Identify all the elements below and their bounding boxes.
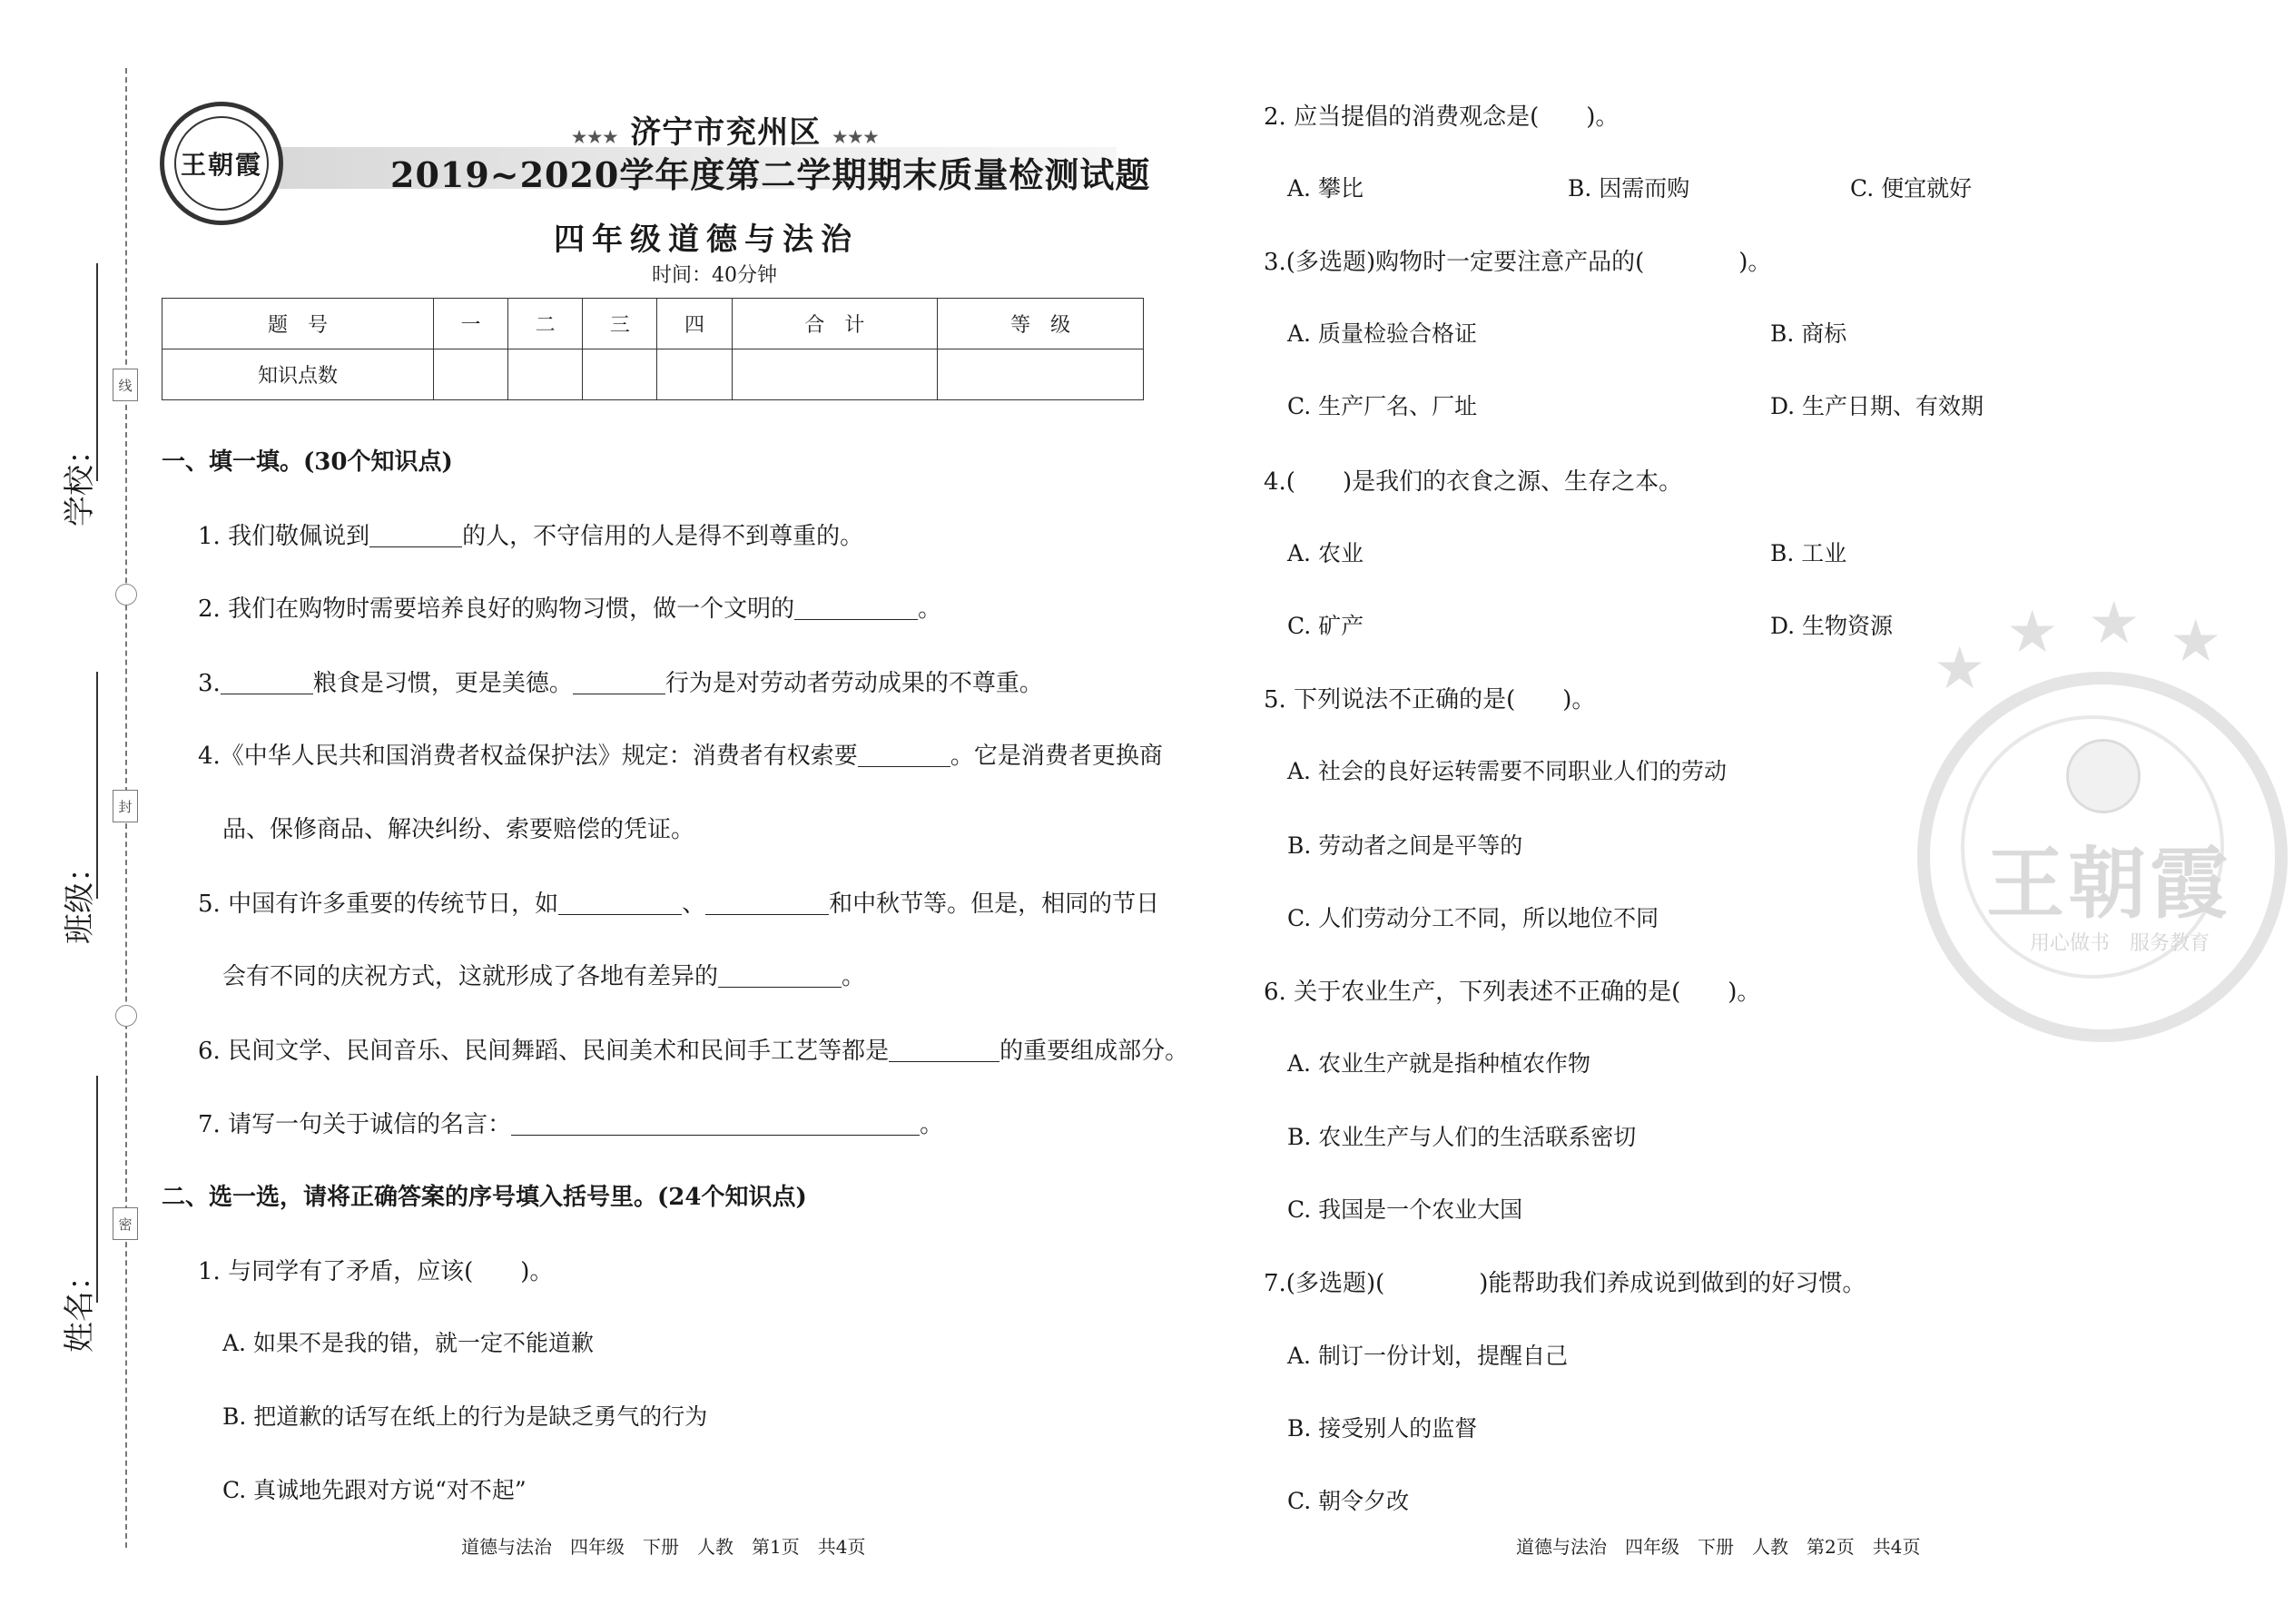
portrait-icon: [2066, 739, 2141, 813]
exam-title: 2019~2020学年度第二学期期末质量检测试题: [390, 154, 1151, 195]
question-2-6: 6. 关于农业生产，下列表述不正确的是( )。: [1264, 979, 1761, 1006]
question-1-4: 4.《中华人民共和国消费者权益保护法》规定：消费者有权索要 。它是消费者更换商: [198, 743, 1163, 770]
option[interactable]: A. 农业生产就是指种植农作物: [1287, 1050, 1590, 1077]
logo-text: 王朝霞: [180, 150, 262, 180]
answer-blank[interactable]: [889, 1038, 999, 1062]
answer-blank[interactable]: [705, 891, 829, 915]
score-cell[interactable]: [732, 349, 938, 400]
binding-mark-seal: 封: [113, 790, 138, 822]
binding-mark-secret: 密: [113, 1207, 138, 1240]
brand-logo: [160, 102, 283, 225]
brand-watermark: [1917, 672, 2288, 1042]
question-2-3: 3.(多选题)购物时一定要注意产品的( )。: [1264, 249, 1772, 276]
question-1-4-cont: 品、保修商品、解决纠纷、索要赔偿的凭证。: [222, 816, 695, 843]
question-1-1: 1. 我们敬佩说到 的人，不守信用的人是得不到尊重的。: [198, 523, 864, 550]
option[interactable]: C. 生产厂名、厂址: [1287, 393, 1478, 419]
table-header: 题 号: [162, 299, 434, 349]
question-2-1: 1. 与同学有了矛盾，应该( )。: [198, 1258, 554, 1285]
star-icon: ★★★: [832, 128, 880, 147]
binding-hole: [115, 1005, 137, 1027]
table-header: 三: [583, 299, 657, 349]
table-header: 一: [433, 299, 507, 349]
table-header: 二: [508, 299, 583, 349]
score-cell[interactable]: [433, 349, 507, 400]
option[interactable]: B. 商标: [1770, 320, 1847, 347]
option[interactable]: B. 因需而购: [1568, 175, 1690, 202]
answer-blank[interactable]: [573, 670, 665, 694]
option[interactable]: C. 便宜就好: [1850, 175, 1973, 202]
answer-blank[interactable]: [511, 1111, 920, 1136]
question-1-2: 2. 我们在购物时需要培养良好的购物习惯，做一个文明的 。: [198, 595, 942, 623]
question-1-5-cont: 会有不同的庆祝方式，这就形成了各地有差异的 。: [222, 963, 866, 990]
section1-title: 一、填一填。(30个知识点): [162, 448, 453, 476]
option[interactable]: B. 农业生产与人们的生活联系密切: [1287, 1124, 1637, 1150]
option[interactable]: A. 制订一份计划，提醒自己: [1287, 1343, 1568, 1369]
option[interactable]: A. 质量检验合格证: [1287, 320, 1477, 347]
page-footer-left: 道德与法治 四年级 下册 人教 第1页 共4页: [461, 1536, 866, 1558]
score-cell[interactable]: [508, 349, 583, 400]
option[interactable]: C. 我国是一个农业大国: [1287, 1196, 1523, 1223]
table-header: 四: [657, 299, 732, 349]
row-label: 知识点数: [162, 349, 434, 400]
question-2-2: 2. 应当提倡的消费观念是( )。: [1264, 103, 1620, 131]
binding-hole: [115, 584, 137, 605]
option[interactable]: C. 矿产: [1287, 613, 1364, 639]
option[interactable]: C. 真诚地先跟对方说“对不起”: [222, 1477, 527, 1503]
watermark-text: 王朝霞: [1986, 838, 2231, 930]
option[interactable]: B. 把道歉的话写在纸上的行为是缺乏勇气的行为: [222, 1403, 708, 1430]
table-header: 等 级: [938, 299, 1144, 349]
section2-title: 二、选一选，请将正确答案的序号填入括号里。(24个知识点): [162, 1184, 807, 1211]
subject-title: 四年级道德与法治: [554, 221, 859, 258]
score-table-row: [162, 349, 1144, 400]
option[interactable]: A. 社会的良好运转需要不同职业人们的劳动: [1287, 758, 1727, 784]
option[interactable]: B. 劳动者之间是平等的: [1287, 832, 1523, 859]
star-icon: ★★★: [572, 128, 619, 147]
answer-blank[interactable]: [794, 595, 918, 620]
star-icon: ★: [1934, 635, 1986, 703]
page-footer-right: 道德与法治 四年级 下册 人教 第2页 共4页: [1516, 1536, 1921, 1558]
binding-mark-line: 线: [113, 369, 138, 401]
question-2-4: 4.( )是我们的衣食之源、生存之本。: [1264, 468, 1683, 496]
answer-blank[interactable]: [221, 670, 313, 694]
option[interactable]: C. 人们劳动分工不同，所以地位不同: [1287, 905, 1659, 931]
answer-blank[interactable]: [558, 891, 682, 915]
star-icon: ★: [2088, 590, 2141, 657]
option[interactable]: B. 工业: [1770, 540, 1847, 566]
option[interactable]: B. 接受别人的监督: [1287, 1415, 1478, 1442]
option[interactable]: A. 农业: [1287, 540, 1364, 566]
option[interactable]: C. 朝令夕改: [1287, 1488, 1410, 1514]
option[interactable]: A. 攀比: [1287, 175, 1364, 202]
question-1-6: 6. 民间文学、民间音乐、民间舞蹈、民间美术和民间手工艺等都是 的重要组成部分。: [198, 1038, 1189, 1065]
answer-blank[interactable]: [858, 743, 950, 767]
exam-region: ★★★ 济宁市兖州区 ★★★: [572, 114, 880, 151]
table-header: 合 计: [732, 299, 938, 349]
watermark-slogan: 用心做书 服务教育: [2030, 932, 2210, 955]
exam-time: 时间：40分钟: [652, 264, 777, 287]
answer-blank[interactable]: [369, 523, 462, 547]
star-icon: ★: [2006, 599, 2059, 666]
option[interactable]: A. 如果不是我的错，就一定不能道歉: [222, 1330, 594, 1356]
answer-blank[interactable]: [718, 963, 842, 988]
option[interactable]: D. 生物资源: [1770, 613, 1894, 639]
question-2-7: 7.(多选题)( )能帮助我们养成说到做到的好习惯。: [1264, 1270, 1866, 1297]
score-table-header-row: [162, 299, 1144, 349]
question-1-5: 5. 中国有许多重要的传统节日，如 、 和中秋节等。但是，相同的节日: [198, 891, 1160, 918]
school-label: 学校：: [62, 434, 98, 527]
question-2-5: 5. 下列说法不正确的是( )。: [1264, 686, 1596, 714]
question-1-7: 7. 请写一句关于诚信的名言： 。: [198, 1111, 944, 1138]
question-1-3: 3. 粮食是习惯，更是美德。 行为是对劳动者劳动成果的不尊重。: [198, 670, 1043, 697]
score-table: [162, 298, 1144, 400]
score-cell[interactable]: [657, 349, 732, 400]
class-label: 班级：: [62, 851, 98, 944]
star-icon: ★: [2170, 608, 2222, 675]
score-cell[interactable]: [583, 349, 657, 400]
score-cell[interactable]: [938, 349, 1144, 400]
option[interactable]: D. 生产日期、有效期: [1770, 393, 1984, 419]
name-label: 姓名：: [62, 1260, 98, 1353]
